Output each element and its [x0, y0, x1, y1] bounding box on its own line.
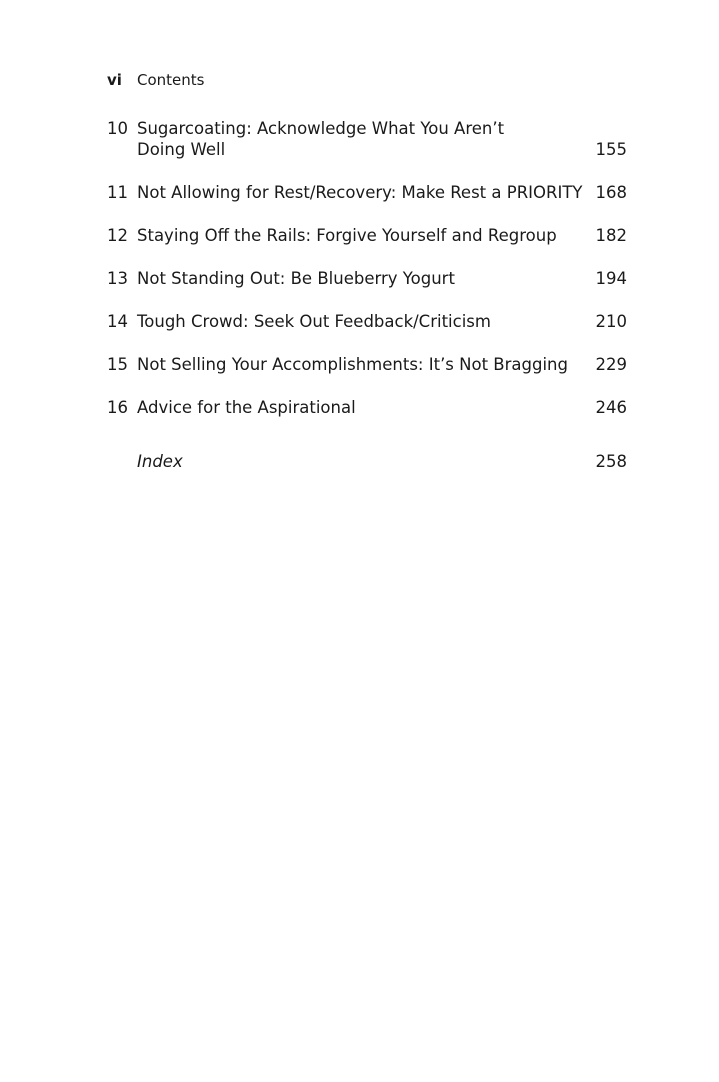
chapter-title-line: Sugarcoating: Acknowledge What You Aren’t: [137, 119, 505, 138]
toc-entry: [107, 268, 627, 289]
chapter-title-line: Not Standing Out: Be Blueberry Yogurt: [137, 269, 455, 288]
page-folio: vi: [107, 71, 122, 89]
running-header: [107, 70, 204, 90]
page-number: 229: [595, 355, 627, 374]
toc-entry: [107, 118, 627, 160]
chapter-title: [137, 354, 567, 375]
chapter-title-line: Not Selling Your Accomplishments: It’s Not Bragging: [137, 355, 568, 374]
toc-entry: [107, 311, 627, 332]
chapter-number: 13: [107, 269, 128, 288]
chapter-number: 16: [107, 398, 128, 417]
chapter-title: [137, 225, 567, 246]
running-head-title: Contents: [137, 71, 205, 89]
toc-entry: [107, 354, 627, 375]
chapter-title-line: Advice for the Aspirational: [137, 398, 356, 417]
page-number: 182: [595, 226, 627, 245]
page-number: 246: [595, 398, 627, 417]
page-number: 210: [595, 312, 627, 331]
toc-entry: [107, 182, 627, 203]
chapter-number: 15: [107, 355, 128, 374]
toc-entry: [107, 397, 627, 418]
chapter-title: [137, 182, 583, 203]
chapter-number: 14: [107, 312, 128, 331]
chapter-title: [137, 397, 567, 418]
page-number: 258: [595, 452, 627, 471]
chapter-title: [137, 118, 567, 160]
page-number: 168: [595, 183, 627, 202]
index-title: [137, 451, 567, 472]
page-number: 194: [595, 269, 627, 288]
chapter-title-line: Tough Crowd: Seek Out Feedback/Criticism: [137, 312, 491, 331]
toc-entry: [107, 225, 627, 246]
index-title-text: Index: [137, 452, 183, 471]
chapter-number: 10: [107, 119, 128, 138]
chapter-number: 11: [107, 183, 128, 202]
chapter-title-line: Not Allowing for Rest/Recovery: Make Rest a PRIORITY: [137, 183, 583, 202]
page-number: 155: [595, 140, 627, 159]
chapter-title: [137, 311, 567, 332]
chapter-title-line: Doing Well: [137, 140, 226, 159]
table-of-contents: [107, 118, 627, 494]
toc-entry-index: [107, 451, 627, 472]
chapter-number: 12: [107, 226, 128, 245]
chapter-title-line: Staying Off the Rails: Forgive Yourself and Regroup: [137, 226, 557, 245]
chapter-title: [137, 268, 567, 289]
